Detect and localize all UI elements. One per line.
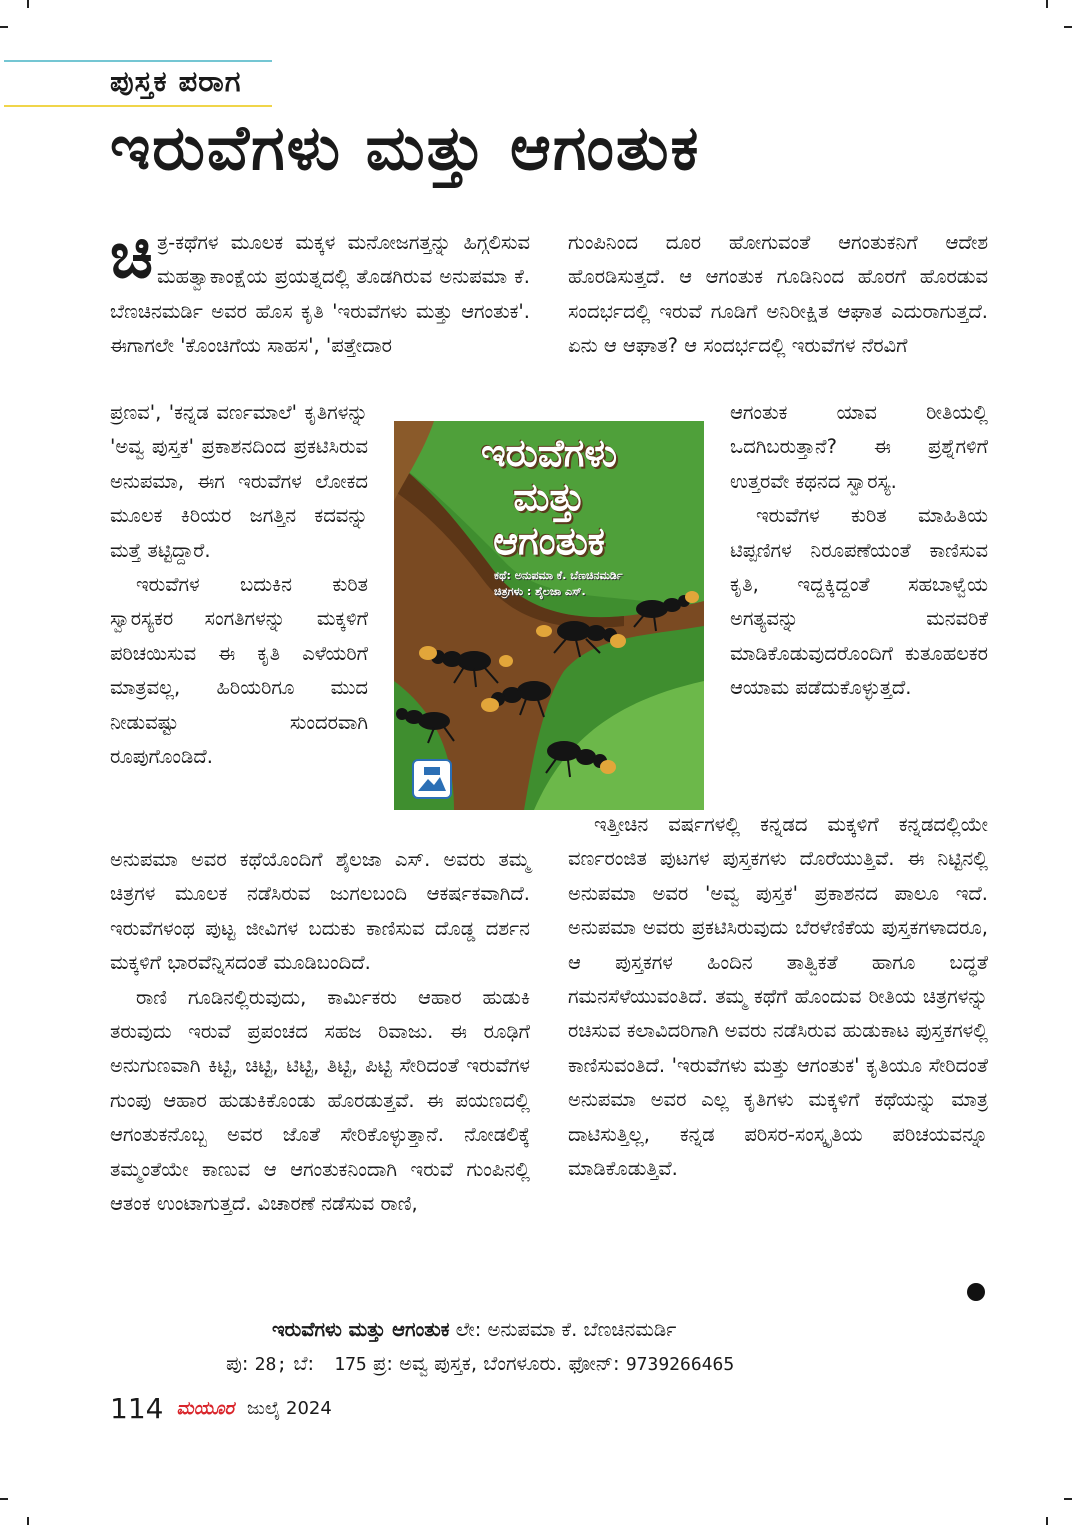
article-headline: ಇರುವೆಗಳು ಮತ್ತು ಆಗಂತುಕ xyxy=(110,111,701,184)
paragraph: ಆಗಂತುಕ ಯಾವ ರೀತಿಯಲ್ಲಿ ಒದಗಿಬರುತ್ತಾನೆ? ಈ ಪ್ರಶ್ನೆಗಳಿಗೆ ಉತ್ತರವೇ ಕಥನದ ಸ್ವಾರಸ್ಯ. xyxy=(730,401,988,493)
pages-label: ಪು: xyxy=(226,1352,249,1375)
section-rule-bottom xyxy=(4,105,272,107)
book-info-author: ಅನುಪಮಾ ಕೆ. ಬೆಣಚಿನಮರ್ಡಿ xyxy=(487,1318,677,1341)
section-label: ಪುಸ್ತಕ ಪರಾಗ xyxy=(110,64,242,98)
author-label: ಲೇ: xyxy=(455,1318,482,1341)
section-rule-top xyxy=(4,60,272,62)
column-2-top xyxy=(568,226,988,364)
cover-title-line-1: ಇರುವೆಗಳು xyxy=(480,431,618,475)
column-1-top xyxy=(110,219,530,364)
paragraph: ಇರುವೆಗಳ ಬದುಕಿನ ಕುರಿತ ಸ್ವಾರಸ್ಯಕರ ಸಂಗತಿಗಳನ್ನು ಮಕ್ಕಳಿಗೆ ಪರಿಚಯಿಸುವ ಈ ಕೃತಿ ಎಳೆಯರಿಗೆ ಮಾತ್ರವಲ್ಲ, ಹಿರಿಯರಿಗೂ ಮುದ ನೀಡುವಷ್ಟು ಸುಂದರವಾಗಿ ರೂಪುಗೊಂಡಿದೆ. xyxy=(110,573,368,769)
crop-mark xyxy=(1046,0,1048,8)
paragraph: ಪ್ರಣವ', 'ಕನ್ನಡ ವರ್ಣಮಾಲೆ' ಕೃತಿಗಳನ್ನು 'ಅವ್ವ ಪುಸ್ತಕ' ಪ್ರಕಾಶನದಿಂದ ಪ್ರಕಟಿಸಿರುವ ಅನುಪಮಾ, ಈಗ ಇರುವೆಗಳ ಲೋಕದ ಮೂಲಕ ಕಿರಿಯರ ಜಗತ್ತಿನ ಕದವನ್ನು ಮತ್ತೆ ತಟ್ಟಿದ್ದಾರೆ. xyxy=(110,401,368,562)
paragraph-intro: ತ್ರ-ಕಥೆಗಳ ಮೂಲಕ ಮಕ್ಕಳ ಮನೋಜಗತ್ತನ್ನು ಹಿಗ್ಗಲಿಸುವ ಮಹತ್ವಾಕಾಂಕ್ಷೆಯ ಪ್ರಯತ್ನದಲ್ಲಿ ತೊಡಗಿರುವ ಅನುಪಮಾ ಕೆ. ಬೆಣಚಿನಮರ್ಡಿ ಅವರ ಹೊಸ ಕೃತಿ 'ಇರುವೆಗಳು ಮತ್ತು ಆಗಂತುಕ'. ಈಗಾಗಲೇ 'ಕೊಂಚಿಗೆಯ ಸಾಹಸ', 'ಪತ್ತೇದಾರ xyxy=(110,231,530,358)
cover-credit-art: ಚಿತ್ರಗಳು : ಶೈಲಜಾ ಎಸ್. xyxy=(494,585,586,598)
publisher-label: ಪ್ರ: xyxy=(372,1352,393,1375)
column-1-middle xyxy=(110,396,368,774)
crop-mark xyxy=(0,1498,8,1500)
price-label: ಬೆ: xyxy=(293,1352,315,1375)
paragraph: ಗುಂಪಿನಿಂದ ದೂರ ಹೋಗುವಂತೆ ಆಗಂತುಕನಿಗೆ ಆದೇಶ ಹೊರಡಿಸುತ್ತದೆ. ಆ ಆಗಂತುಕ ಗೂಡಿನಿಂದ ಹೊರಗೆ ಹೊರಡುವ ಸಂದರ್ಭದಲ್ಲಿ ಇರುವೆ ಗೂಡಿಗೆ ಅನಿರೀಕ್ಷಿತ ಆಘಾತ ಎದುರಾಗುತ್ತದೆ. ಏನು ಆ ಆಘಾತ? ಆ ಸಂದರ್ಭದಲ್ಲಿ ಇರುವೆಗಳ ನೆರವಿಗೆ xyxy=(568,231,988,358)
book-info-pages: 28; xyxy=(254,1354,288,1375)
book-info-title-line xyxy=(272,1318,676,1341)
paragraph: ಅನುಪಮಾ ಅವರ ಕಥೆಯೊಂದಿಗೆ ಶೈಲಜಾ ಎಸ್. ಅವರು ತಮ್ಮ ಚಿತ್ರಗಳ ಮೂಲಕ ನಡೆಸಿರುವ ಜುಗಲಬಂದಿ ಆಕರ್ಷಕವಾಗಿದೆ. ಇರುವೆಗಳಂಥ ಪುಟ್ಟ ಜೀವಿಗಳ ಬದುಕು ಕಾಣಿಸುವ ದೊಡ್ಡ ದರ್ಶನ ಮಕ್ಕಳಿಗೆ ಭಾರವೆನ್ನಿಸದಂತೆ ಮೂಡಿಬಂದಿದೆ. xyxy=(110,848,530,975)
page-footer xyxy=(110,1392,332,1425)
paragraph: ರಾಣಿ ಗೂಡಿನಲ್ಲಿರುವುದು, ಕಾರ್ಮಿಕರು ಆಹಾರ ಹುಡುಕಿ ತರುವುದು ಇರುವೆ ಪ್ರಪಂಚದ ಸಹಜ ರಿವಾಜು. ಈ ರೂಢಿಗೆ ಅನುಗುಣವಾಗಿ ಕಿಟ್ಟಿ, ಚಿಟ್ಟಿ, ಟಿಟ್ಟಿ, ತಿಟ್ಟಿ, ಪಿಟ್ಟಿ ಸೇರಿದಂತೆ ಇರುವೆಗಳ ಗುಂಪು ಆಹಾರ ಹುಡುಕಿಕೊಂಡು ಹೊರಡುತ್ತವೆ. ಈ ಪಯಣದಲ್ಲಿ ಆಗಂತುಕನೊಬ್ಬ ಅವರ ಜೊತೆ ಸೇರಿಕೊಳ್ಳುತ್ತಾನೆ. ನೋಡಲಿಕ್ಕೆ ತಮ್ಮಂತೆಯೇ ಕಾಣುವ ಆ ಆಗಂತುಕನಿಂದಾಗಿ ಇರುವೆ ಗುಂಪಿನಲ್ಲಿ ಆತಂಕ ಉಂಟಾಗುತ್ತದೆ. ವಿಚಾರಣೆ ನಡೆಸುವ ರಾಣಿ, xyxy=(110,985,530,1216)
cover-credit-story: ಕಥೆ: ಅನುಪಮಾ ಕೆ. ಬೆಣಚಿನಮರ್ಡಿ xyxy=(494,569,623,582)
cover-title-line-3: ಆಗಂತುಕ xyxy=(493,519,605,563)
page-number: 114 xyxy=(110,1392,164,1425)
phone-label: ಫೋನ್: xyxy=(568,1352,620,1375)
drop-cap: ಚಿ xyxy=(110,219,154,293)
book-cover-image xyxy=(394,421,704,810)
cover-title-line-2: ಮತ್ತು xyxy=(513,475,585,519)
book-info-details-line xyxy=(226,1352,734,1375)
crop-mark xyxy=(27,1517,29,1525)
crop-mark xyxy=(1064,1498,1072,1500)
column-1-bottom xyxy=(110,843,530,1221)
crop-mark xyxy=(27,0,29,8)
paragraph: ಇತ್ತೀಚಿನ ವರ್ಷಗಳಲ್ಲಿ ಕನ್ನಡದ ಮಕ್ಕಳಿಗೆ ಕನ್ನಡದಲ್ಲಿಯೇ ವರ್ಣರಂಜಿತ ಪುಟಗಳ ಪುಸ್ತಕಗಳು ದೊರೆಯುತ್ತಿವೆ. ಈ ನಿಟ್ಟಿನಲ್ಲಿ ಅನುಪಮಾ ಅವರ 'ಅವ್ವ ಪುಸ್ತಕ' ಪ್ರಕಾಶನದ ಪಾಲೂ ಇದೆ. ಅನುಪಮಾ ಅವರು ಪ್ರಕಟಿಸಿರುವುದು ಬೆರಳೆಣಿಕೆಯ ಪುಸ್ತಕಗಳಾದರೂ, ಆ ಪುಸ್ತಕಗಳ ಹಿಂದಿನ ತಾತ್ವಿಕತೆ ಹಾಗೂ ಬದ್ಧತೆ ಗಮನಸೆಳೆಯುವಂತಿದೆ. ತಮ್ಮ ಕಥೆಗೆ ಹೊಂದುವ ರೀತಿಯ ಚಿತ್ರಗಳನ್ನು ರಚಿಸುವ ಕಲಾವಿದರಿಗಾಗಿ ಅವರು ನಡೆಸಿರುವ ಹುಡುಕಾಟ ಪುಸ್ತಕಗಳಲ್ಲಿ ಕಾಣಿಸುವಂತಿದೆ. 'ಇರುವೆಗಳು ಮತ್ತು ಆಗಂತುಕ' ಕೃತಿಯೂ ಸೇರಿದಂತೆ ಅನುಪಮಾ ಅವರ ಎಲ್ಲ ಕೃತಿಗಳು ಮಕ್ಕಳಿಗೆ ಕಥೆಯನ್ನು ಮಾತ್ರ ದಾಟಿಸುತ್ತಿಲ್ಲ, ಕನ್ನಡ ಪರಿಸರ-ಸಂಸ್ಕೃತಿಯ ಪರಿಚಯವನ್ನೂ ಮಾಡಿಕೊಡುತ್ತಿವೆ. xyxy=(568,813,988,1181)
book-info-title: ಇರುವೆಗಳು ಮತ್ತು ಆಗಂತುಕ xyxy=(272,1318,450,1341)
paragraph: ಇರುವೆಗಳ ಕುರಿತ ಮಾಹಿತಿಯ ಟಿಪ್ಪಣಿಗಳ ನಿರೂಪಣೆಯಂತೆ ಕಾಣಿಸುವ ಕೃತಿ, ಇದ್ದಕ್ಕಿದ್ದಂತೆ ಸಹಬಾಳ್ವೆಯ ಅಗತ್ಯವನ್ನು ಮನವರಿಕೆ ಮಾಡಿಕೊಡುವುದರೊಂದಿಗೆ ಕುತೂಹಲಕರ ಆಯಾಮ ಪಡೆದುಕೊಳ್ಳುತ್ತದೆ. xyxy=(730,504,988,700)
book-info-price: 175 xyxy=(334,1354,367,1375)
crop-mark xyxy=(0,26,8,28)
publisher-logo-icon xyxy=(412,759,452,799)
crop-mark xyxy=(1046,1517,1048,1525)
article-end-mark xyxy=(967,1283,985,1301)
column-2-middle xyxy=(730,396,988,706)
book-info-phone: 9739266465 xyxy=(625,1354,735,1375)
book-info-publisher: ಅವ್ವ ಪುಸ್ತಕ, ಬೆಂಗಳೂರು. xyxy=(399,1352,563,1375)
issue-date: ಜುಲೈ 2024 xyxy=(247,1398,332,1419)
magazine-name: ಮಯೂರ xyxy=(176,1398,234,1419)
column-2-bottom xyxy=(568,808,988,1186)
crop-mark xyxy=(1064,26,1072,28)
